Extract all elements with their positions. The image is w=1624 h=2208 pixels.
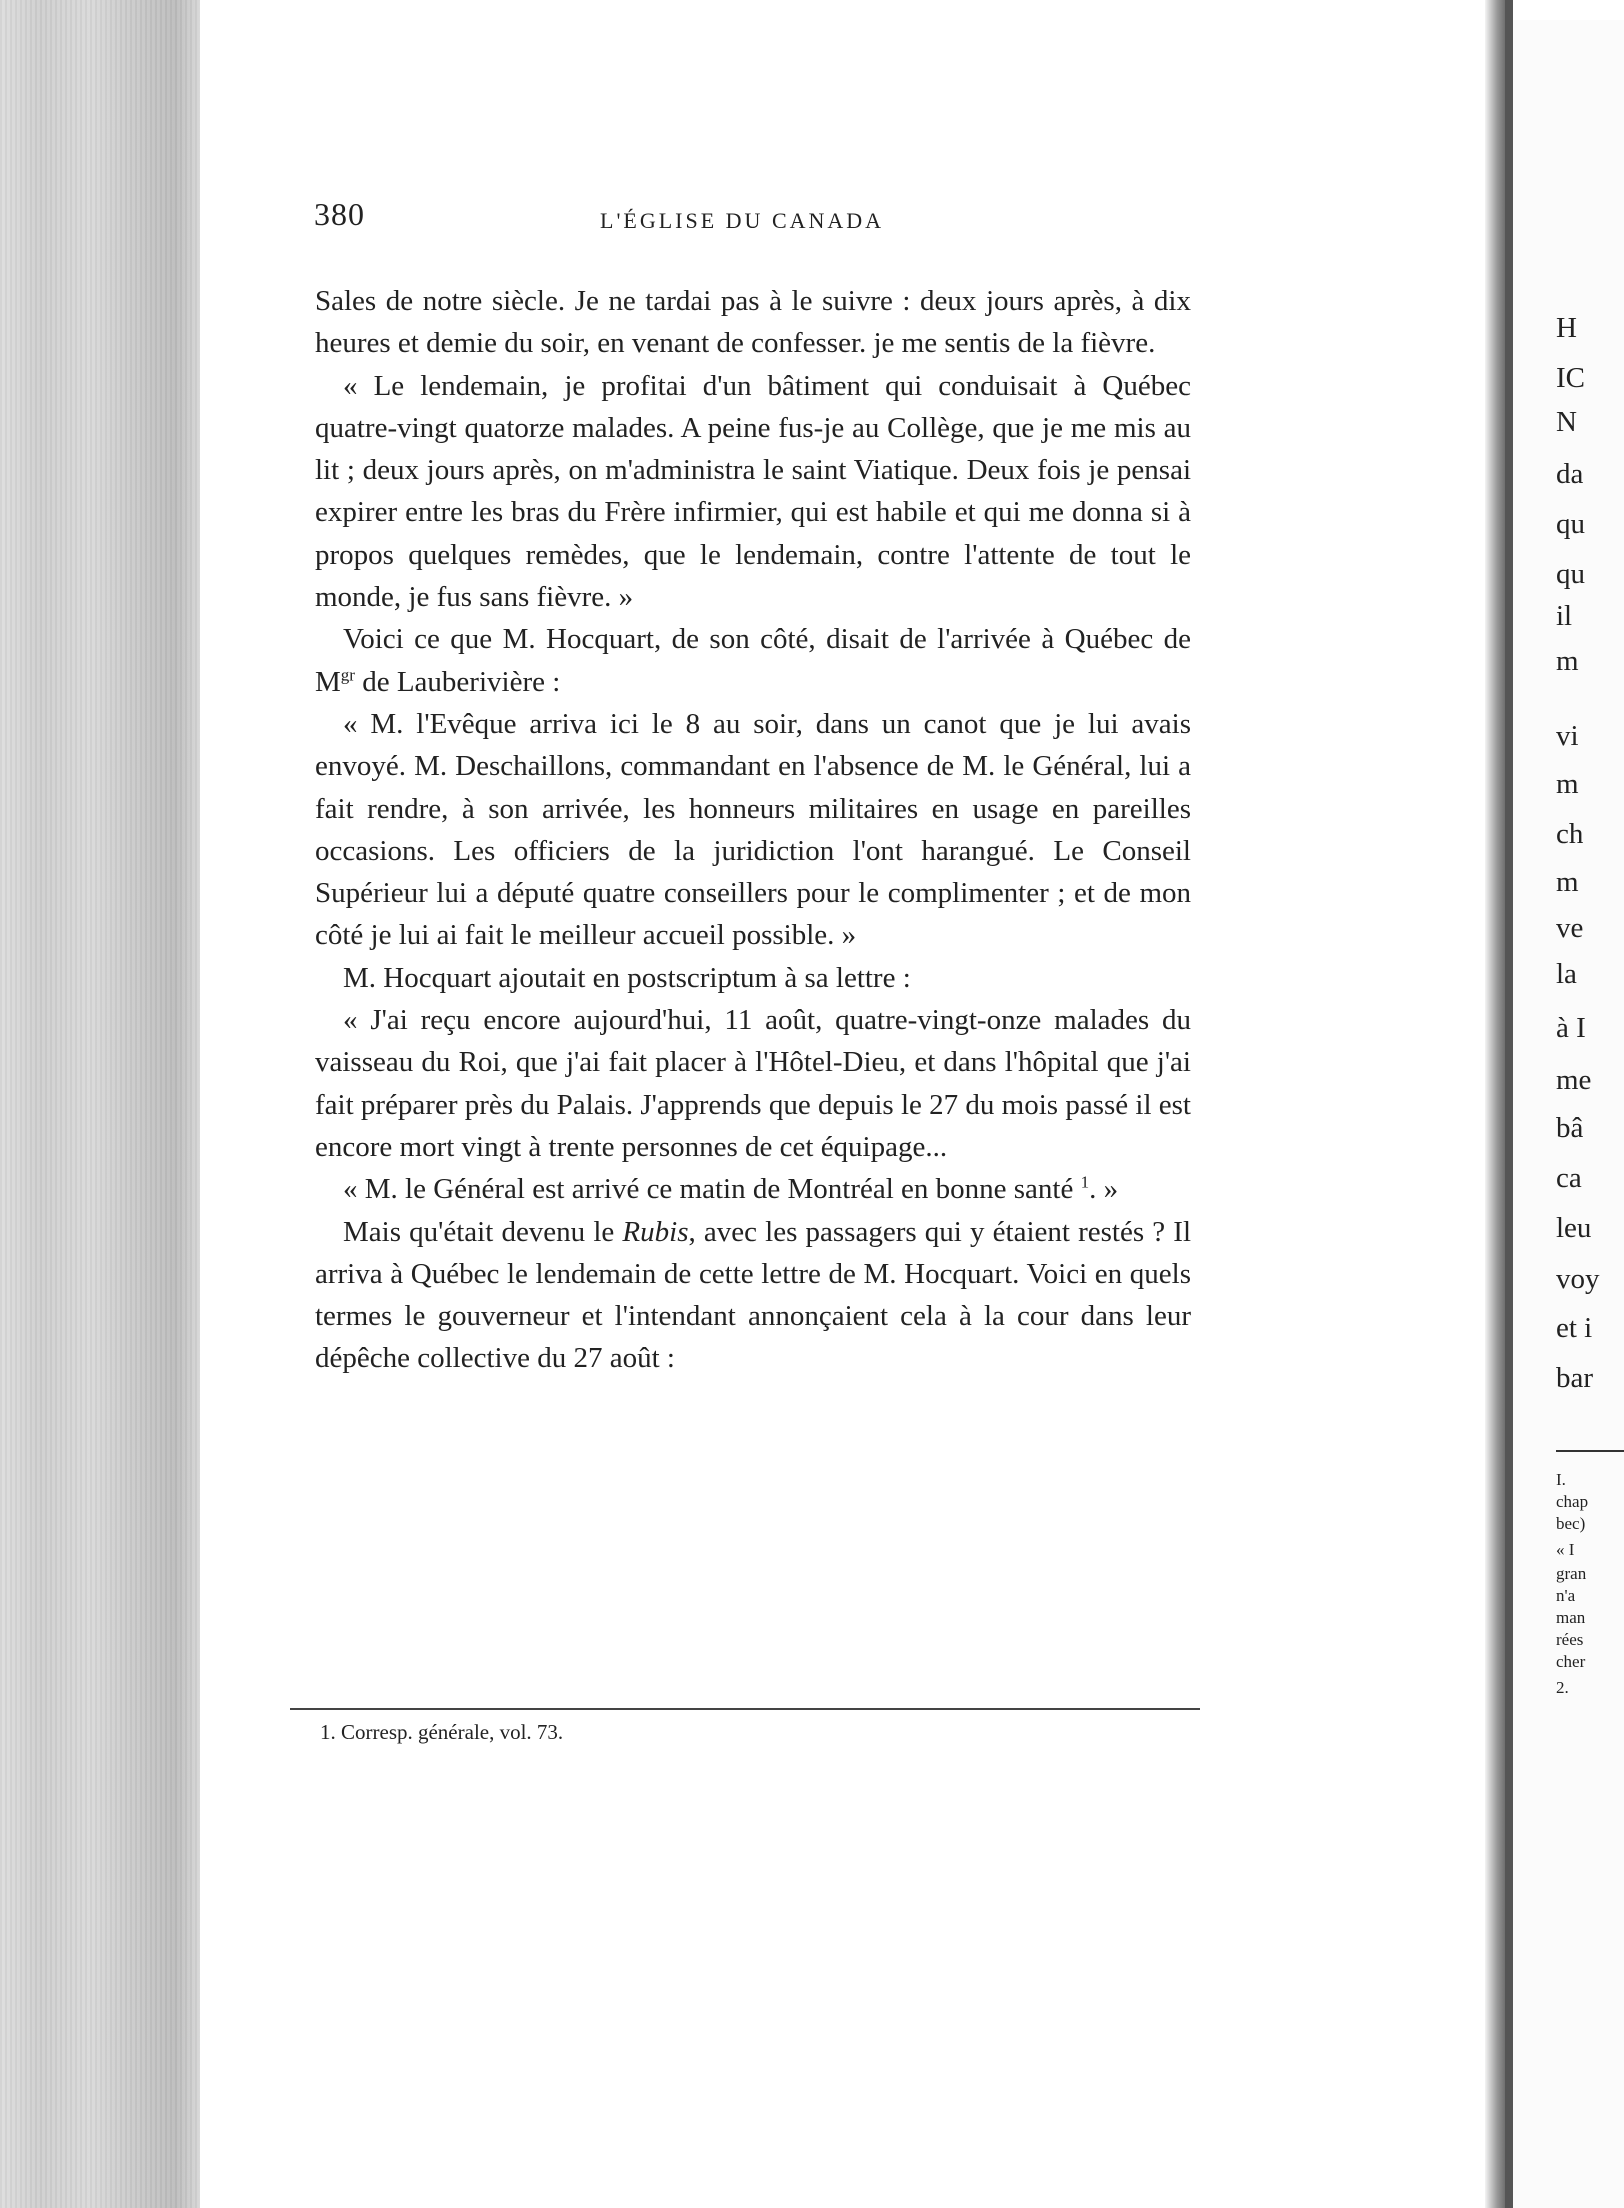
facing-page-note-fragment: 2. [1556,1678,1569,1697]
facing-page-line-fragment: à I [1556,1012,1586,1044]
facing-page-line-fragment: voy [1556,1263,1600,1295]
paragraph-5: M. Hocquart ajoutait en postscriptum à sa lettre : [343,961,911,994]
paragraph-3-end: de Lauberivière : [354,665,561,698]
facing-page-line-fragment: me [1556,1064,1592,1096]
facing-page-line-fragment: bar [1556,1362,1594,1394]
footnote-reference: 1 [1080,1172,1090,1192]
facing-page-note-fragment: cher [1556,1652,1586,1671]
running-head: L'ÉGLISE DU CANADA [600,208,885,233]
paragraph-8-start: Mais qu'était devenu le [343,1215,623,1248]
facing-page-line-fragment: ve [1556,912,1584,944]
page-number: 380 [314,196,365,232]
paragraph-7-end: . » [1089,1173,1119,1206]
paragraph-6: « J'ai reçu encore aujourd'hui, 11 août, quatre-vingt-onze malades du vaisseau du Roi, que j'ai fait placer à l'Hôtel-Dieu, et dans l'hôpital que j'ai fait préparer près du Palais. J'apprends que depuis le 27 du mois passé il est encore mort vingt à trente personnes de cet équipage... [315,1004,1191,1163]
facing-page-note-fragment: bec) [1556,1514,1586,1533]
facing-page-line-fragment: ch [1556,818,1584,850]
facing-page-line-fragment: vi [1556,720,1579,752]
facing-page-line-fragment: H [1556,312,1577,344]
facing-page-note-fragment: « I [1556,1540,1575,1559]
facing-page-line-fragment: m [1556,866,1579,898]
facing-page-line-fragment: qu [1556,508,1585,540]
paragraph-3 [315,618,1191,703]
facing-page-line-fragment: m [1556,645,1579,677]
paragraph-7 [315,1168,1191,1210]
facing-page-line-fragment: da [1556,458,1584,490]
paragraph-8-end: , avec les passagers qui y étaient restés ? Il arriva à Québec le lendemain de cette lettre de M. Hocquart. Voici en quels termes le gouverneur et l'intendant annonçaient cela à la cour dans leur dépêche collective du 27 août : [315,1215,1192,1375]
paragraph-2: « Le lendemain, je profitai d'un bâtiment qui conduisait à Québec quatre-vingt quatorze malades. A peine fus-je au Collège, que je me mis au lit ; deux jours après, on m'administra le saint Viatique. Deux fois je pensai expirer entre les bras du Frère infirmier, qui est habile et qui me donna si à propos quelques remèdes, que le lendemain, contre l'attente de tout le monde, je fus sans fièvre. » [315,369,1191,614]
paragraph-3-superscript: gr [340,665,355,685]
page-stack-edge [0,0,200,2208]
paragraph-1: Sales de notre siècle. Je ne tardai pas à le suivre : deux jours après, à dix heures et demie du soir, en venant de confesser. je me sentis de la fièvre. [315,285,1191,360]
paragraph-7-start: « M. le Général est arrivé ce matin de Montréal en bonne santé [343,1173,1081,1206]
facing-page-line-fragment: la [1556,958,1577,990]
facing-page-line-fragment: m [1556,768,1579,800]
facing-page-note-fragment: gran [1556,1564,1587,1583]
facing-page-line-fragment: N [1556,406,1577,438]
body-text [315,280,1191,1380]
facing-page-note-fragment: man [1556,1608,1586,1627]
facing-page-footnote-rule [1556,1450,1624,1452]
facing-page-line-fragment: IC [1556,362,1585,394]
ship-name: Rubis [622,1215,689,1248]
facing-page-line-fragment: qu [1556,558,1585,590]
facing-page-note-fragment: rées [1556,1630,1584,1649]
book-gutter [1485,0,1505,2208]
paragraph-8 [315,1211,1191,1380]
facing-page-note-fragment: I. [1556,1470,1566,1489]
footnote: 1. Corresp. générale, vol. 73. [320,1720,564,1744]
book-spine [1505,0,1513,2208]
facing-page-line-fragment: et i [1556,1312,1593,1344]
facing-page-note-fragment: chap [1556,1492,1589,1511]
facing-page [1513,20,1624,2208]
paragraph-4: « M. l'Evêque arriva ici le 8 au soir, dans un canot que je lui avais envoyé. M. Deschaillons, commandant en l'absence de M. le Général, lui a fait rendre, à son arrivée, les honneurs militaires en usage en pareilles occasions. Les officiers de la juridiction l'ont harangué. Le Conseil Supérieur lui a député quatre conseillers pour le complimenter ; et de mon côté je lui ai fait le meilleur accueil possible. » [315,707,1191,952]
facing-page-line-fragment: ca [1556,1162,1582,1194]
facing-page-line-fragment: il [1556,600,1573,632]
facing-page-line-fragment: bâ [1556,1112,1584,1144]
facing-page-line-fragment: leu [1556,1212,1592,1244]
facing-page-note-fragment: n'a [1556,1586,1576,1605]
paragraph-3-start: Voici ce que M. Hocquart, de son côté, disait de l'arrivée à Québec de M [315,623,1191,698]
footnote-rule [290,1708,1200,1710]
